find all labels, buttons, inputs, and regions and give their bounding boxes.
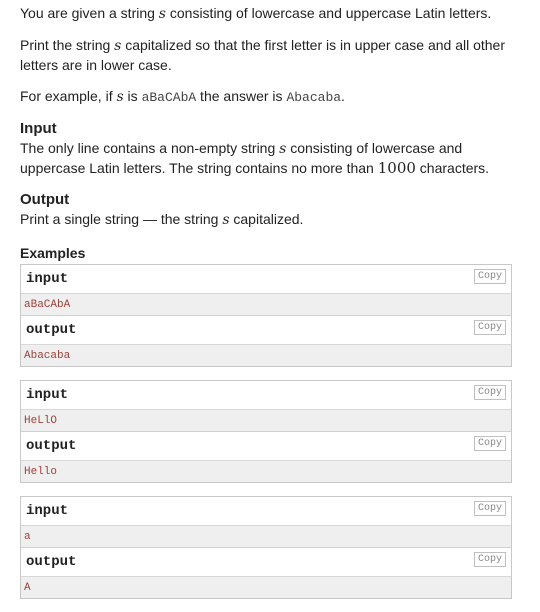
input-specification: [20, 119, 512, 178]
output-label: output: [26, 322, 77, 338]
input-spec-text: The only line contains a non-empty string s consisting of lowercase and uppercase Latin letters. The string contains no more than 1000 characters.: [20, 140, 490, 177]
statement-paragraph-1: You are given a string s consisting of lowercase and uppercase Latin letters.: [20, 5, 492, 22]
math-variable: s: [222, 212, 230, 228]
input-value: aBaCAbA: [24, 299, 71, 311]
copy-button[interactable]: Copy: [474, 436, 506, 451]
input-content[interactable]: [21, 410, 511, 432]
output-header: [21, 432, 511, 461]
example-1: [20, 264, 512, 367]
example-2: [20, 380, 512, 483]
output-value: Hello: [24, 466, 58, 478]
copy-button[interactable]: Copy: [474, 269, 506, 284]
input-label: input: [26, 387, 69, 403]
math-number: 1000: [377, 159, 416, 177]
copy-button[interactable]: Copy: [474, 320, 506, 335]
output-spec-text: Print a single string — the string s capitalized.: [20, 211, 304, 228]
examples-title: Examples: [20, 245, 86, 261]
output-header: [21, 548, 511, 577]
output-value: A: [24, 582, 31, 594]
output-header: [21, 316, 511, 345]
inline-code: Abacaba: [286, 90, 342, 105]
output-content[interactable]: [21, 345, 511, 366]
input-content[interactable]: [21, 294, 511, 316]
example-3: [20, 496, 512, 599]
output-content[interactable]: [21, 461, 511, 482]
output-label: output: [26, 554, 77, 570]
input-label: input: [26, 271, 69, 287]
statement-paragraph-3: For example, if s is aBaCAbA the answer is Abacaba.: [20, 88, 345, 105]
input-header: [21, 381, 511, 410]
input-content[interactable]: [21, 526, 511, 548]
output-specification: [20, 190, 512, 230]
math-variable: s: [279, 141, 287, 157]
input-label: input: [26, 503, 69, 519]
statement-paragraph-2: Print the string s capitalized so that the first letter is in upper case and all other letters are in lower case.: [20, 37, 505, 73]
input-header: [21, 265, 511, 294]
output-content[interactable]: [21, 577, 511, 598]
section-title-output: Output: [20, 191, 70, 208]
math-variable: s: [114, 38, 122, 54]
input-header: [21, 497, 511, 526]
output-label: output: [26, 438, 77, 454]
section-title-input: Input: [20, 120, 57, 137]
inline-code: aBaCAbA: [141, 90, 197, 105]
input-value: HeLlO: [24, 415, 58, 427]
math-variable: s: [116, 89, 124, 105]
math-variable: s: [158, 6, 166, 22]
copy-button[interactable]: Copy: [474, 552, 506, 567]
copy-button[interactable]: Copy: [474, 501, 506, 516]
problem-statement: [20, 4, 512, 612]
input-value: a: [24, 531, 31, 543]
output-value: Abacaba: [24, 350, 71, 362]
copy-button[interactable]: Copy: [474, 385, 506, 400]
